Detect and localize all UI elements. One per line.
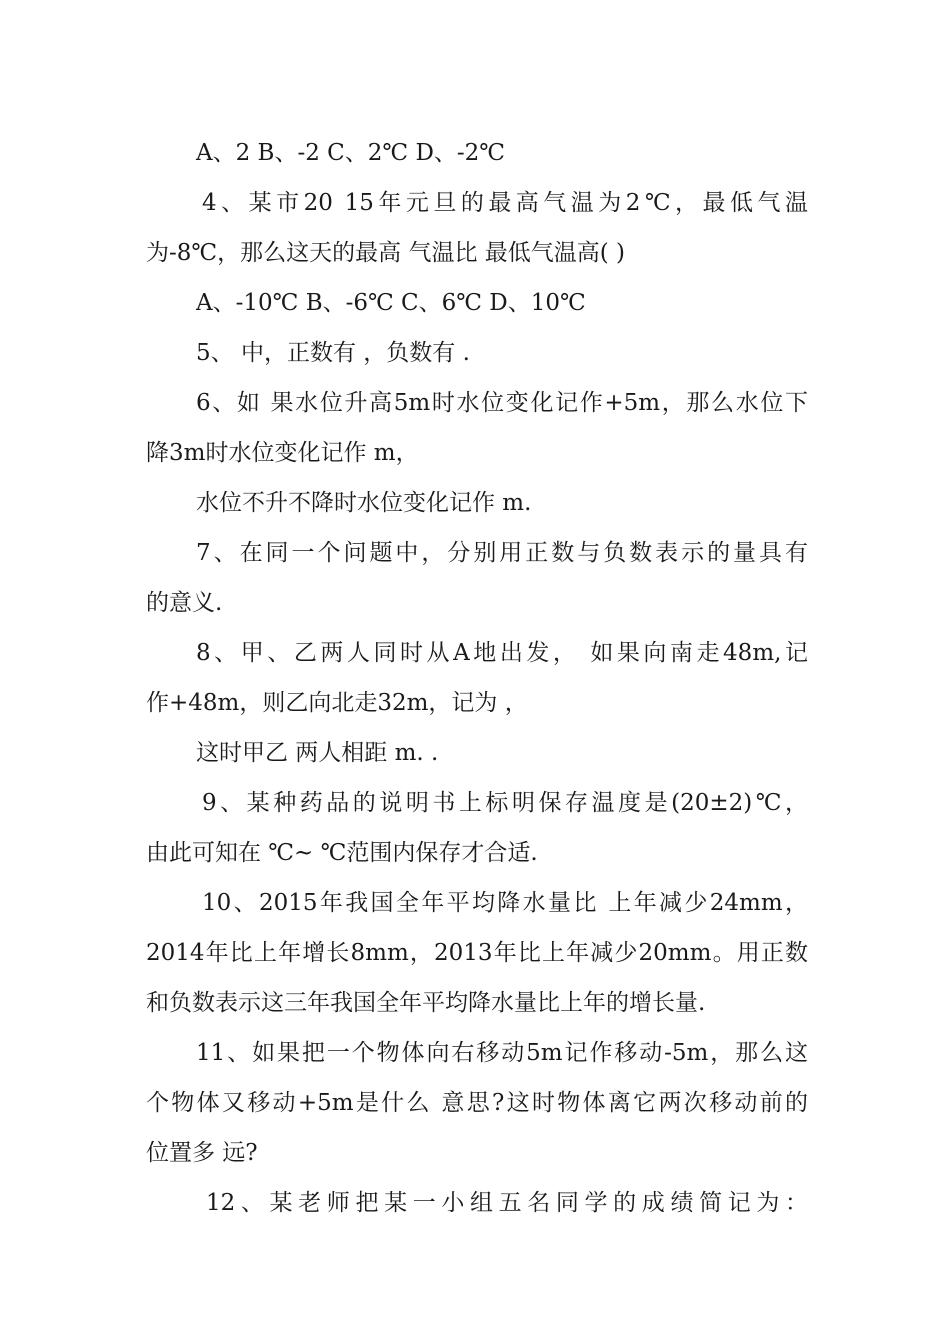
- q11-text-line2: 个物体又移动+5m是什么 意思?这时物体离它两次移动前的: [146, 1090, 808, 1116]
- q7-text-line2: 的意义.: [146, 590, 223, 616]
- q9-text-line2: 由此可知在 ℃~ ℃范围内保存才合适.: [146, 840, 538, 866]
- q8-text-line3: 这时甲乙 两人相距 m. .: [196, 740, 439, 766]
- q3-options: A、2 B、-2 C、2℃ D、-2℃: [196, 140, 506, 166]
- document-body: [146, 128, 808, 1228]
- q6-text-line1: 6、如 果水位升高5m时水位变化记作+5m，那么水位下: [196, 390, 808, 416]
- q10-text-line1: 10、2015年我国全年平均降水量比 上年减少24mm，: [202, 890, 808, 916]
- q10-text-line2: 2014年比上年增长8mm，2013年比上年减少20mm。用正数: [146, 940, 808, 966]
- q12-text-line1: 12、某老师把某一小组五名同学的成绩简记为：: [206, 1190, 808, 1216]
- q11-text-line1: 11、如果把一个物体向右移动5m记作移动-5m，那么这: [196, 1040, 808, 1066]
- q10-text-line3: 和负数表示这三年我国全年平均降水量比上年的增长量.: [146, 990, 706, 1016]
- q4-text-line2: 为-8℃，那么这天的最高 气温比 最低气温高( ): [146, 240, 626, 266]
- q6-text-line3: 水位不升不降时水位变化记作 m.: [196, 490, 532, 516]
- q9-text-line1: 9、某种药品的说明书上标明保存温度是(20±2)℃，: [202, 790, 808, 816]
- q4-text-line1: 4、某市20 15年元旦的最高气温为2℃，最低气温: [202, 190, 808, 216]
- q4-options: A、-10℃ B、-6℃ C、6℃ D、10℃: [196, 290, 586, 316]
- q11-text-line3: 位置多 远?: [146, 1140, 258, 1166]
- q8-text-line1: 8、甲、乙两人同时从A地出发， 如果向南走48m,记: [196, 640, 808, 666]
- q7-text-line1: 7、在同一个问题中，分别用正数与负数表示的量具有: [196, 540, 808, 566]
- q5-text: 5、 中，正数有 ，负数有 .: [196, 340, 470, 366]
- q8-text-line2: 作+48m，则乙向北走32m，记为 ，: [146, 690, 528, 716]
- q6-text-line2: 降3m时水位变化记作 m，: [146, 440, 419, 466]
